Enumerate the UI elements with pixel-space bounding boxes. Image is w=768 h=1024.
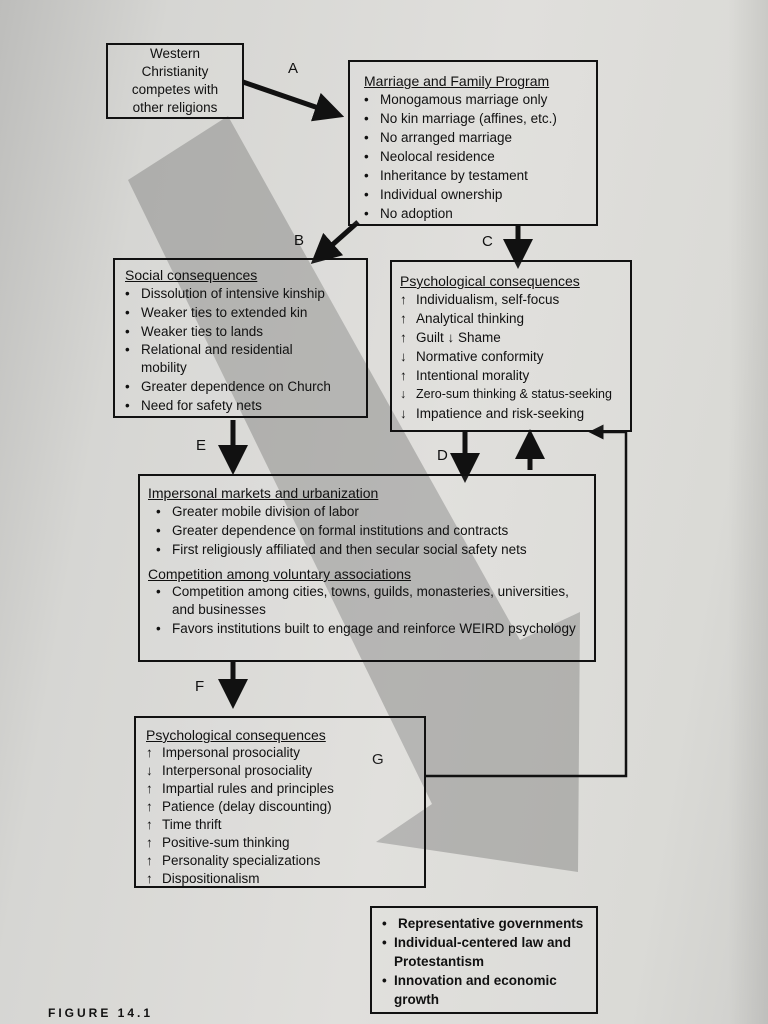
list-item: ↑ Guilt ↓ Shame [400,330,501,345]
list-item: ↑ Individualism, self-focus [400,292,560,307]
social-list [125,284,358,415]
label-b: B [294,232,305,249]
arrow-b [322,222,358,254]
list-item: • Individual-centered law and Protestantism [382,935,572,969]
list-item: • Need for safety nets [125,398,262,413]
marriage-list [364,90,586,223]
social-consequences-box [113,258,368,418]
outcomes-list [382,914,588,1009]
list-item: • Competition among cities, towns, guilds, monasteries, universities, and businesses [156,584,569,617]
list-item: • No arranged marriage [364,130,513,145]
markets-competition-box [138,474,596,662]
arrow-a [243,82,330,112]
markets-list [148,502,586,559]
list-item: ↑ Impersonal prosociality [146,745,301,760]
list-item: ↑ Impartial rules and principles [146,781,334,796]
list-item: • Dissolution of intensive kinship [125,286,325,301]
list-item: • Weaker ties to lands [125,324,264,339]
label-e: E [196,437,207,454]
list-item: • Monogamous marriage only [364,92,548,107]
list-item: ↓ Interpersonal prosociality [146,763,313,778]
list-item: • First religiously affiliated and then secular social safety nets [156,542,527,557]
list-item: ↓ Impatience and risk-seeking [400,406,585,421]
label-g: G [372,751,384,768]
list-item: • Greater dependence on formal institutions and contracts [156,523,509,538]
list-item: • Weaker ties to extended kin [125,305,308,320]
list-item: • Greater mobile division of labor [156,504,359,519]
list-item: ↑ Intentional morality [400,368,530,383]
label-d: D [437,447,448,464]
label-c: C [482,233,493,250]
list-item: • Relational and residential mobility [125,342,293,375]
psychological-consequences-box-1 [390,260,632,432]
list-item: ↓ Normative conformity [400,349,544,364]
competition-heading: Competition among voluntary associations [148,566,412,582]
label-f: F [195,678,205,695]
list-item: • Representative governments [382,916,584,931]
list-item: ↓ Zero-sum thinking & status-seeking [400,387,612,401]
list-item: • Neolocal residence [364,149,495,164]
psych1-box-heading: Psychological consequences [400,273,580,289]
marriage-family-box [348,60,598,226]
markets-heading: Impersonal markets and urbanization [148,485,379,501]
list-item: ↑ Dispositionalism [146,871,260,886]
psych2-list [146,744,416,888]
list-item: ↑ Patience (delay discounting) [146,799,332,814]
list-item: ↑ Personality specializations [146,853,321,868]
figure-caption: FIGURE 14.1 [48,1006,154,1020]
list-item: • No kin marriage (affines, etc.) [364,111,557,126]
marriage-box-heading: Marriage and Family Program [364,73,550,89]
psychological-consequences-box-2 [134,716,426,888]
list-item: • Innovation and economic growth [382,973,557,1007]
list-item: • Inheritance by testament [364,168,528,183]
label-a: A [288,60,299,77]
psych1-list [400,290,624,423]
list-item: • No adoption [364,206,453,221]
start-box-text: Western Christianity competes with other religions [131,46,219,115]
start-box [106,43,244,119]
list-item: • Greater dependence on Church [125,379,331,394]
list-item: ↑ Time thrift [146,817,222,832]
list-item: • Favors institutions built to engage and reinforce WEIRD psychology [156,621,576,636]
competition-list [148,583,586,638]
list-item: ↑ Positive-sum thinking [146,835,290,850]
list-item: • Individual ownership [364,187,503,202]
list-item: ↑ Analytical thinking [400,311,525,326]
psych2-box-heading: Psychological consequences [146,727,326,743]
social-box-heading: Social consequences [125,267,258,283]
outcomes-box [370,906,598,1014]
